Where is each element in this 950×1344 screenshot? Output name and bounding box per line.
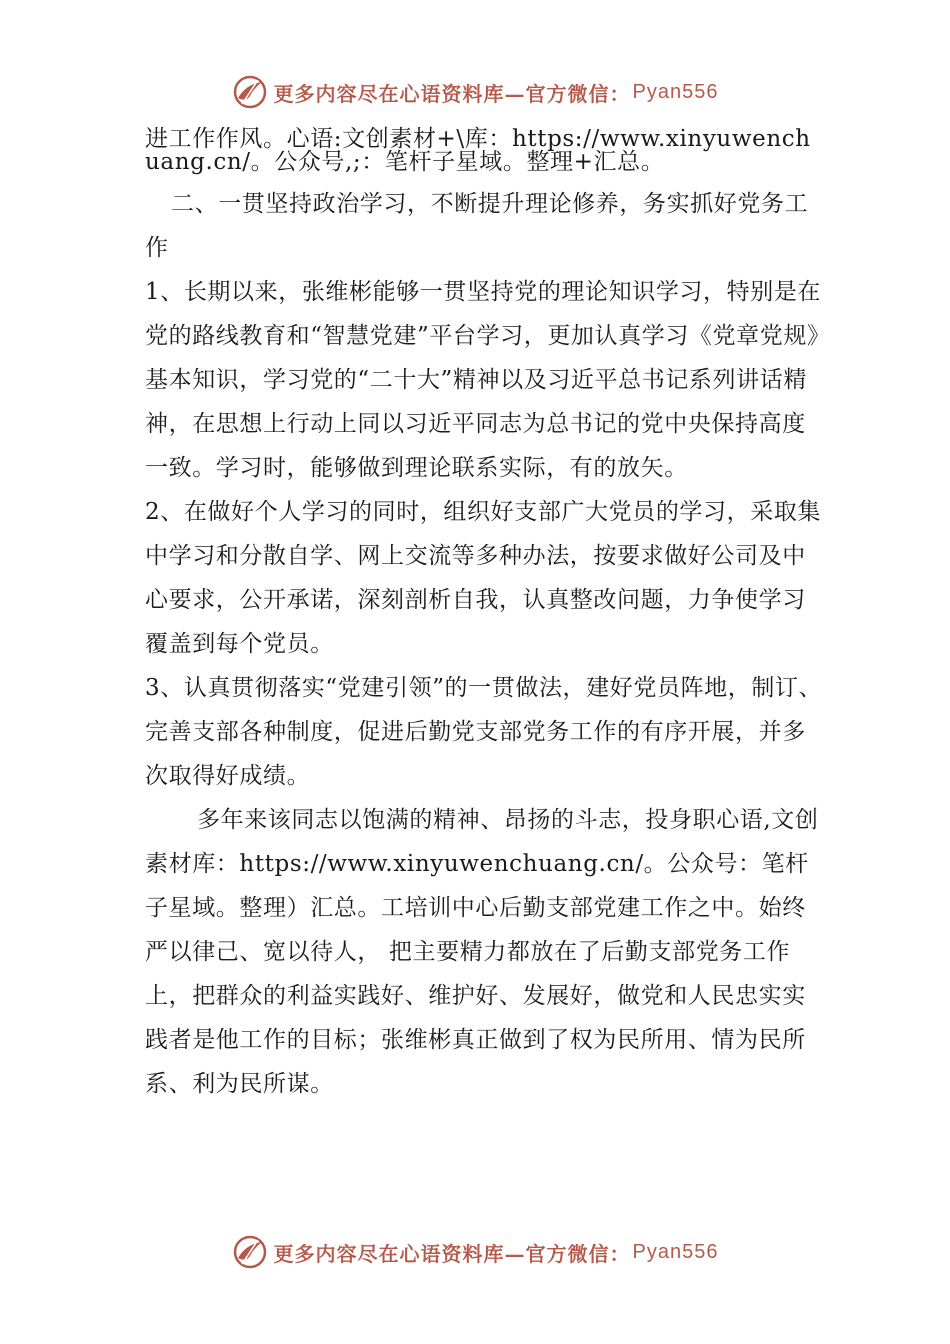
section-heading: 二、一贯坚持政治学习，不断提升理论修养，务实抓好党务工作 xyxy=(145,191,809,261)
paragraph-intro: 进工作作风。心语:文创素材+\库：https://www.xinyuwenchuang.cn/。公众号,;：笔杆子星域。整理+汇总。 xyxy=(145,126,811,175)
footer-wechat-id: Pyan556 xyxy=(632,1240,719,1263)
header-banner xyxy=(0,72,950,112)
paragraph-item-3: 3、认真贯彻落实“党建引领”的一贯做法，建好党员阵地，制订、完善支部各种制度，促进后勤党支部党务工作的有序开展，并多次取得好成绩。 xyxy=(145,675,823,789)
document-body xyxy=(145,128,825,1106)
logo-icon xyxy=(232,74,268,110)
paragraph-item-1: 1、长期以来，张维彬能够一贯坚持党的理论知识学习，特别是在党的路线教育和“智慧党建”平台学习，更加认真学习《党章党规》基本知识，学习党的“二十大”精神以及习近平总书记系列讲话精神，在思想上行动上同以习近平同志为总书记的党中央保持高度一致。学习时，能够做到理论联系实际，有的放矢。 xyxy=(145,279,822,481)
header-banner-text: 更多内容尽在心语资料库—官方微信： xyxy=(273,81,631,106)
paragraph-item-2: 2、在做好个人学习的同时，组织好支部广大党员的学习，采取集中学习和分散自学、网上交流等多种办法，按要求做好公司及中心要求，公开承诺，深刻剖析自我，认真整改问题，力争使学习覆盖到每个党员。 xyxy=(145,499,822,657)
header-wechat-id: Pyan556 xyxy=(632,80,719,103)
logo-icon xyxy=(232,1234,268,1270)
footer-banner xyxy=(0,1232,950,1272)
paragraph-summary: 多年来该同志以饱满的精神、昂扬的斗志，投身职心语,文创素材库：https://www.xinyuwenchuang.cn/。公众号：笔杆子星域。整理）汇总。工培训中心后勤支部党建工作之中。始终严以律己、宽以待人， 把主要精力都放在了后勤支部党务工作上，把群众的利益实践好、维护好、发展好，做党和人民忠实实践者是他工作的目标；张维彬真正做到了权为民所用、情为民所系、利为民所谋。 xyxy=(145,807,819,1097)
footer-banner-text: 更多内容尽在心语资料库—官方微信： xyxy=(273,1241,631,1266)
